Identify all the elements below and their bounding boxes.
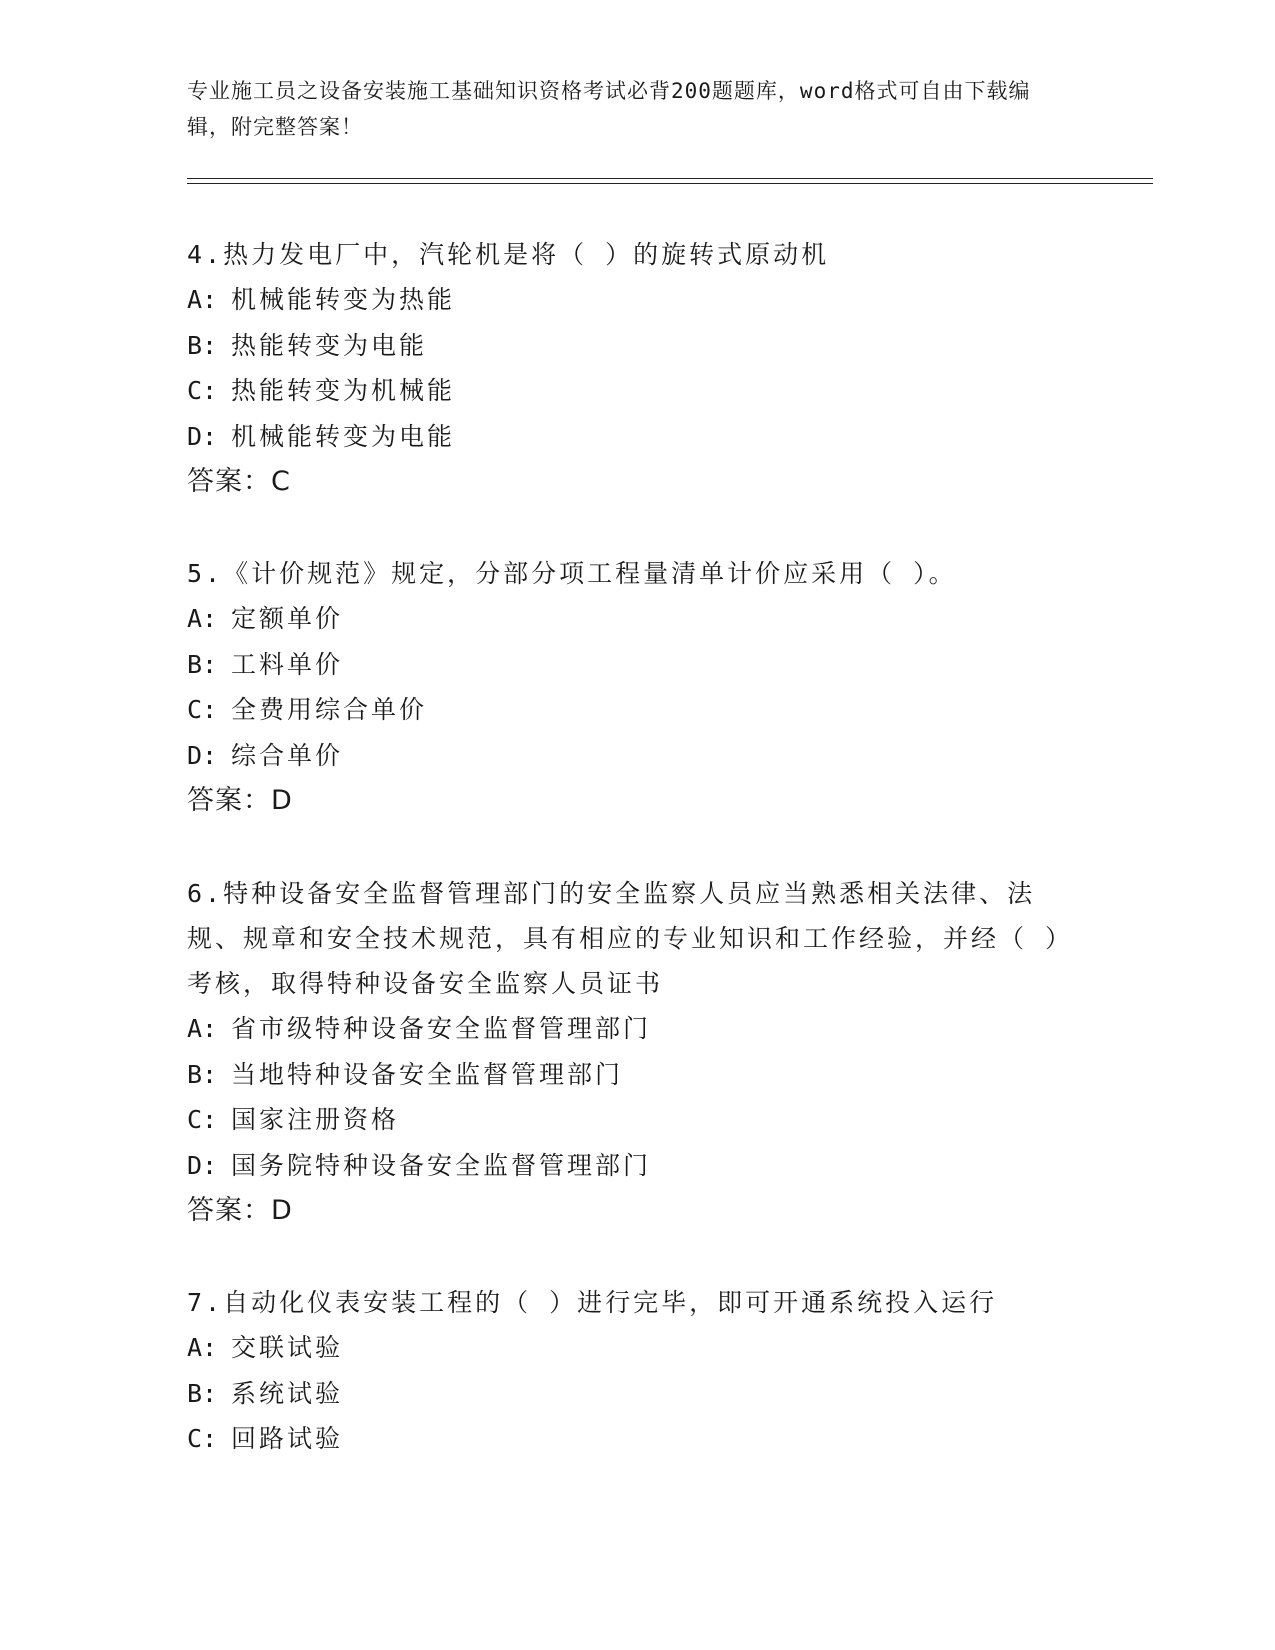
option-text: 热能转变为机械能 [231, 376, 456, 405]
question-text: 5.《计价规范》规定，分部分项工程量清单计价应采用（ ）。 [187, 559, 957, 588]
question-text: 4.热力发电厂中，汽轮机是将（ ）的旋转式原动机 [187, 240, 830, 269]
option-key: D: [187, 421, 218, 451]
option-b [187, 642, 1067, 688]
option-text: 当地特种设备安全监督管理部门 [231, 1059, 624, 1089]
option-a [187, 596, 1067, 642]
option-key: C: [187, 695, 218, 724]
option-text: 交联试验 [231, 1333, 344, 1362]
option-key: D: [187, 740, 218, 770]
option-key: D: [187, 1150, 218, 1180]
option-text: 国务院特种设备安全监督管理部门 [231, 1150, 652, 1180]
option-text: 热能转变为电能 [231, 330, 428, 360]
option-text: 国家注册资格 [231, 1105, 400, 1134]
option-key: B: [187, 649, 218, 679]
option-d [187, 414, 1067, 460]
question-text: 7.自动化仪表安装工程的（ ）进行完毕，即可开通系统投入运行 [187, 1288, 998, 1317]
option-a [187, 277, 1067, 323]
option-text: 工料单价 [231, 649, 344, 679]
option-b [187, 1052, 1067, 1098]
question-7 [187, 1280, 1067, 1462]
option-c [187, 1416, 1067, 1462]
option-key: A: [187, 1333, 218, 1362]
option-a [187, 1006, 1067, 1052]
question-5 [187, 551, 1067, 824]
option-text: 省市级特种设备安全监督管理部门 [231, 1014, 652, 1043]
option-key: C: [187, 376, 218, 405]
option-c [187, 687, 1067, 733]
option-a [187, 1325, 1067, 1371]
option-b [187, 1371, 1067, 1417]
option-b [187, 323, 1067, 369]
option-d [187, 1143, 1067, 1189]
answer-line: 答案：D [187, 1195, 293, 1226]
option-text: 全费用综合单价 [231, 695, 428, 724]
option-key: A: [187, 285, 218, 314]
question-6 [187, 871, 1067, 1234]
option-key: C: [187, 1105, 218, 1134]
option-key: A: [187, 604, 218, 633]
option-key: B: [187, 1059, 218, 1089]
option-key: B: [187, 330, 218, 360]
option-d [187, 733, 1067, 779]
option-text: 定额单价 [231, 604, 344, 633]
document-header: 专业施工员之设备安装施工基础知识资格考试必背200题题库，word格式可自由下载编辑，附完整答案！ [187, 79, 1031, 139]
option-c [187, 1097, 1067, 1143]
option-text: 系统试验 [231, 1378, 344, 1408]
question-4 [187, 232, 1067, 505]
option-text: 机械能转变为热能 [231, 285, 456, 314]
answer-line: 答案：D [187, 785, 293, 816]
option-key: B: [187, 1378, 218, 1408]
option-text: 综合单价 [231, 740, 344, 770]
header-divider-top [187, 178, 1153, 179]
question-text: 6.特种设备安全监督管理部门的安全监察人员应当熟悉相关法律、法规、规章和安全技术规范，具有相应的专业知识和工作经验，并经（ ）考核，取得特种设备安全监察人员证书 [187, 879, 1061, 998]
option-c [187, 368, 1067, 414]
option-text: 机械能转变为电能 [231, 421, 456, 451]
header-divider-bottom [187, 183, 1153, 184]
option-text: 回路试验 [231, 1424, 344, 1453]
answer-line: 答案：C [187, 466, 291, 497]
option-key: A: [187, 1014, 218, 1043]
option-key: C: [187, 1424, 218, 1453]
